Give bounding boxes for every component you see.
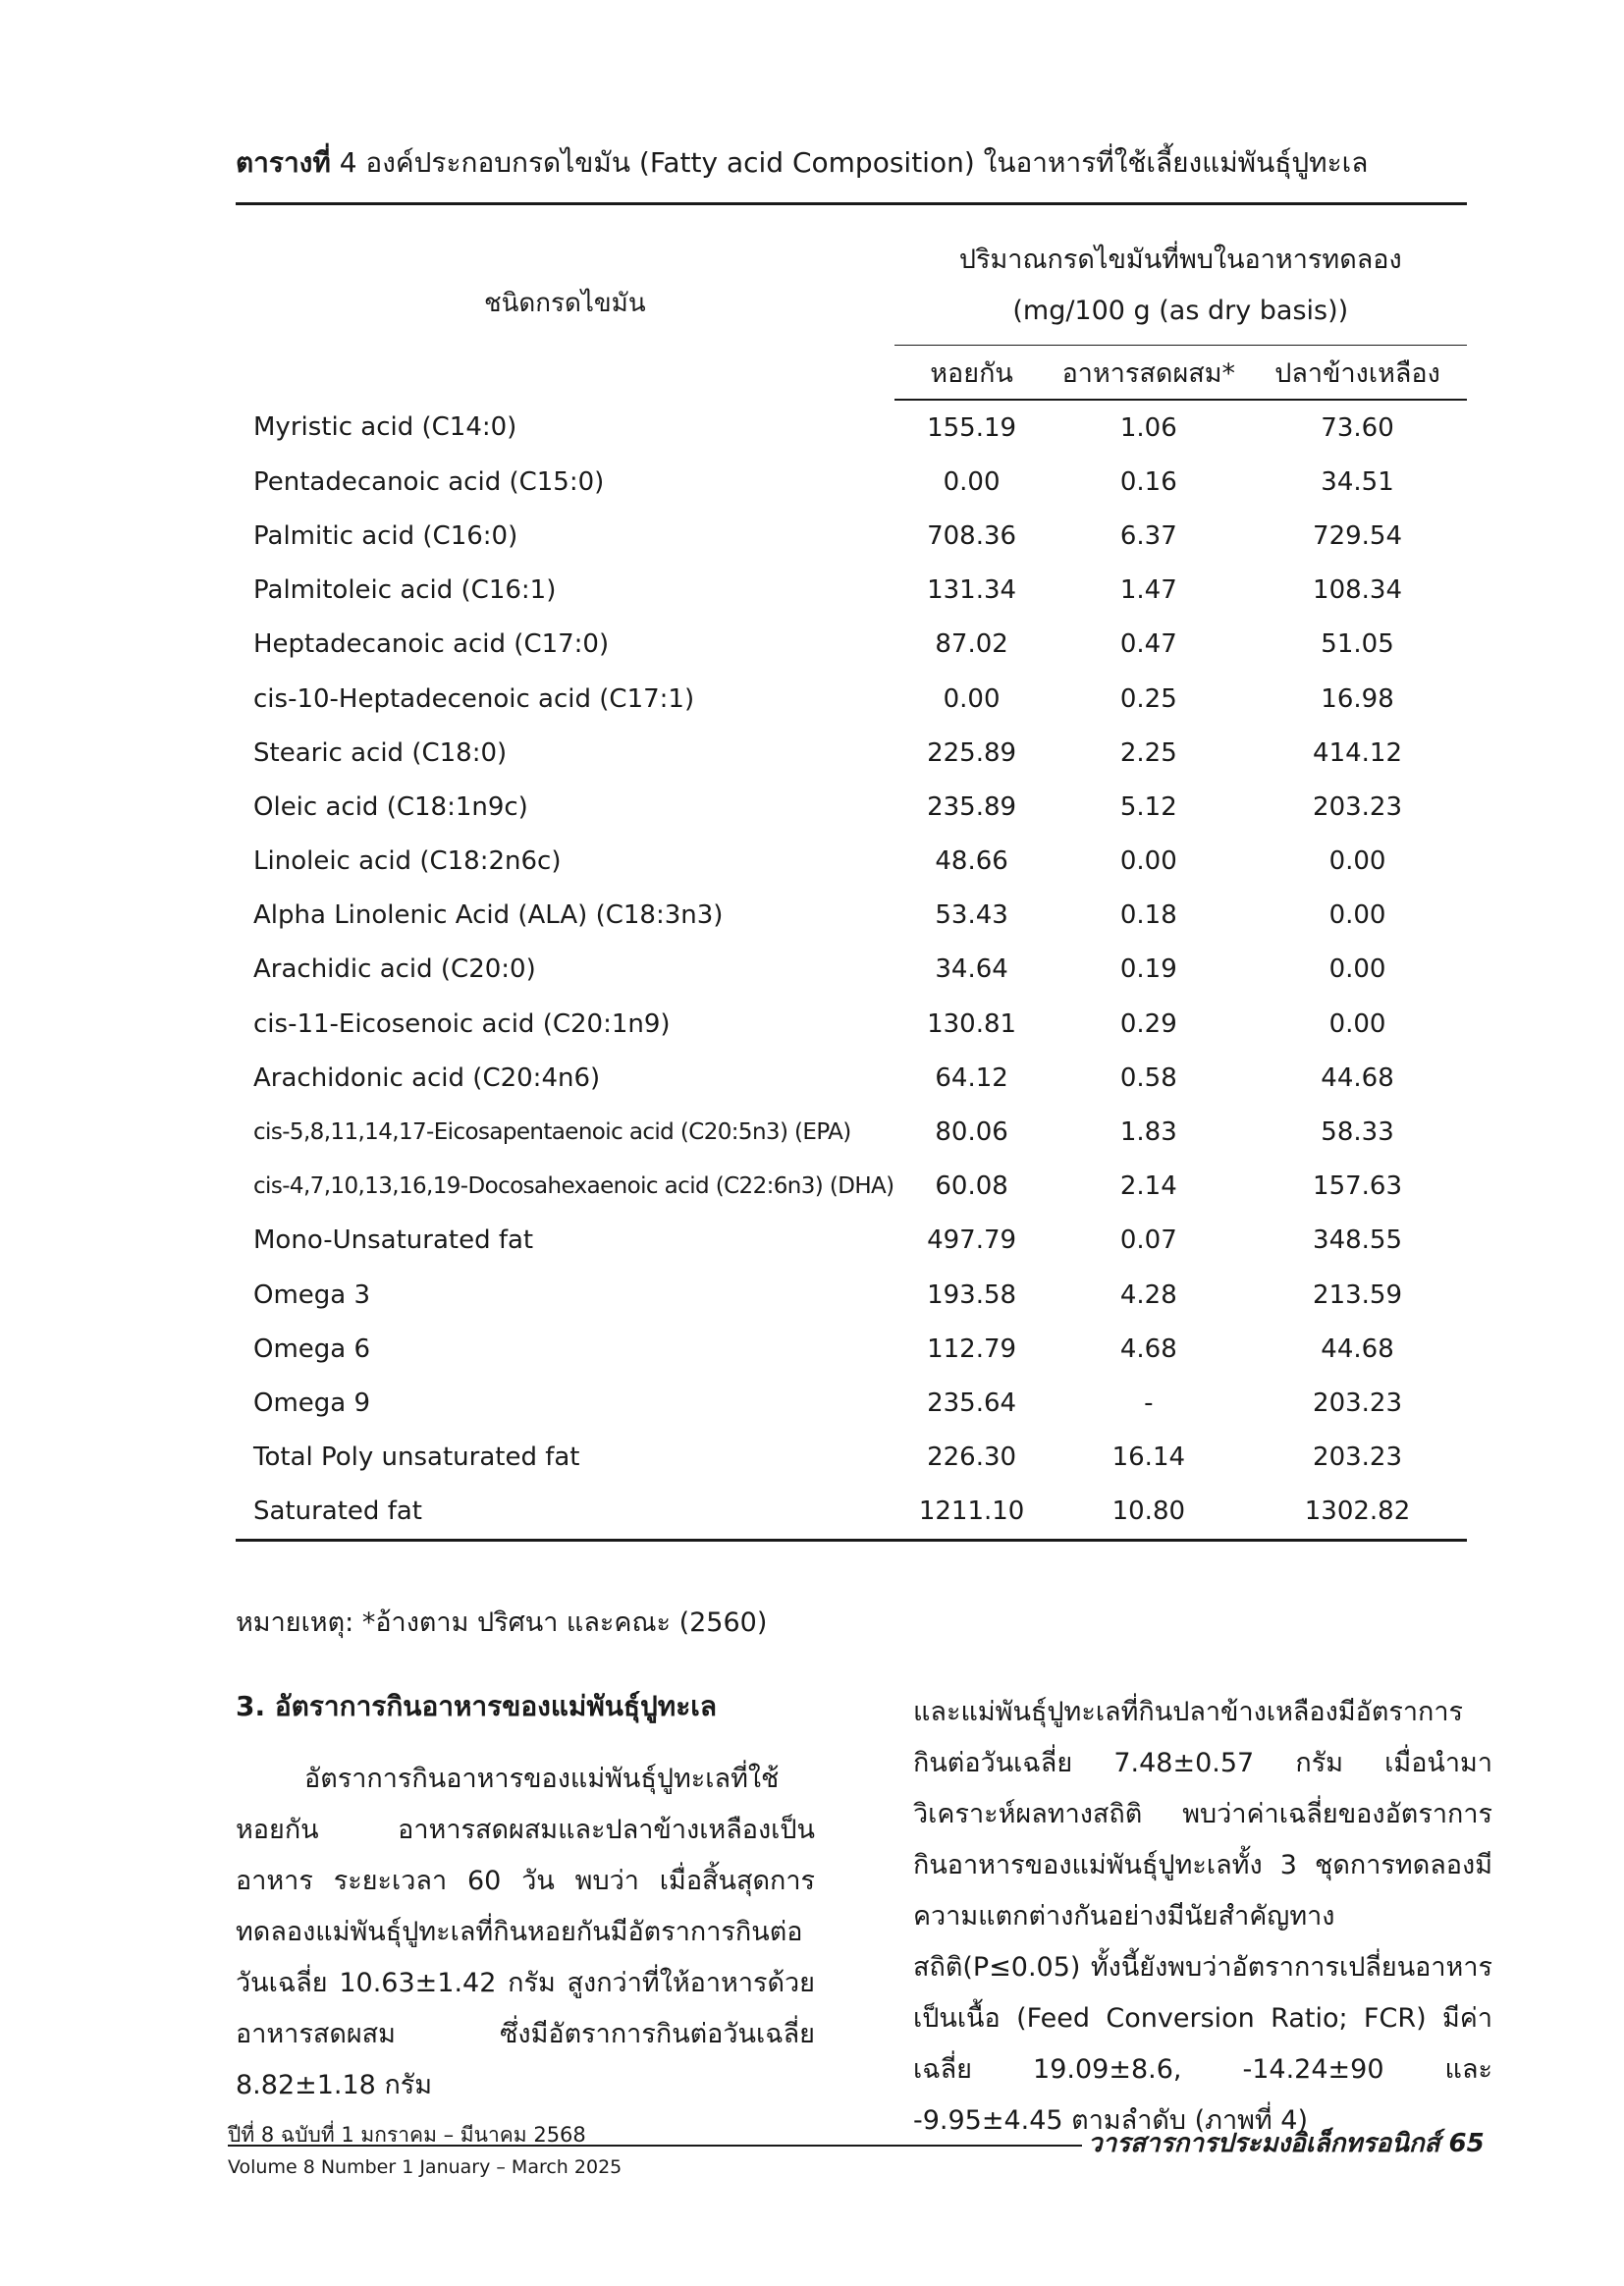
value-hoikan: 497.79 (927, 1225, 1017, 1256)
value-hoikan: 235.89 (927, 791, 1017, 822)
caption-label: ตารางที่ (236, 146, 331, 179)
value-fresh-mixed-feed: 1.47 (1119, 575, 1177, 606)
table-row (236, 889, 1467, 943)
table-row (236, 455, 1467, 509)
value-fresh-mixed-feed: 2.14 (1119, 1171, 1177, 1202)
fatty-acid-name: Heptadecanoic acid (C17:0) (253, 629, 610, 660)
fatty-acid-name: cis-11-Eicosenoic acid (C20:1n9) (253, 1008, 671, 1039)
table-row (236, 1105, 1467, 1159)
value-yellowtail-fish: 348.55 (1313, 1225, 1403, 1256)
value-yellowtail-fish: 16.98 (1321, 683, 1394, 714)
fatty-acid-name: Arachidic acid (C20:0) (253, 954, 536, 985)
value-hoikan: 708.36 (927, 520, 1017, 551)
fatty-acid-name: Oleic acid (C18:1n9c) (253, 791, 528, 822)
value-yellowtail-fish: 0.00 (1328, 846, 1386, 877)
footer-journal-page: วารสารการประมงอิเล็กทรอนิกส์ 65 (1088, 2129, 1485, 2158)
value-yellowtail-fish: 34.51 (1321, 466, 1394, 497)
fatty-acid-name: Myristic acid (C14:0) (253, 412, 517, 443)
value-fresh-mixed-feed: 16.14 (1111, 1442, 1186, 1473)
value-fresh-mixed-feed: 4.68 (1119, 1334, 1177, 1364)
value-hoikan: 53.43 (935, 900, 1008, 931)
value-hoikan: 155.19 (927, 412, 1017, 443)
value-yellowtail-fish: 51.05 (1321, 629, 1394, 660)
group-header-line1: ปริมาณกรดไขมันที่พบในอาหารทดลอง (958, 245, 1402, 275)
fatty-acid-name: Pentadecanoic acid (C15:0) (253, 466, 605, 497)
fatty-acid-name: Palmitoleic acid (C16:1) (253, 575, 557, 606)
fatty-acid-name: Mono-Unsaturated fat (253, 1225, 534, 1256)
value-fresh-mixed-feed: 0.16 (1119, 466, 1177, 497)
table-note: หมายเหตุ: *อ้างตาม ปริศนา และคณะ (2560) (236, 1607, 768, 1638)
right-paragraph: และแม่พันธุ์ปูทะเลที่กินปลาข้างเหลืองมีอัตราการกินต่อวันเฉลี่ย 7.48±0.57 กรัม เมื่อนำมาวิเคราะห์ผลทางสถิติ พบว่าค่าเฉลี่ยของอัตราการกินอาหารของแม่พันธุ์ปูทะเลทั้ง 3 ชุดการทดลองมีความแตกต่างกันอย่างมีนัยสำคัญทางสถิติ(P≤0.05) ทั้งนี้ยังพบว่าอัตราการเปลี่ยนอาหารเป็นเนื้อ (Feed Conversion Ratio; FCR) มีค่าเฉลี่ย 19.09±8.6, -14.24±90 และ -9.95±4.45 ตามลำดับ (ภาพที่ 4) (913, 1697, 1492, 2136)
fatty-acid-name: Alpha Linolenic Acid (ALA) (C18:3n3) (253, 900, 724, 931)
value-fresh-mixed-feed: 4.28 (1119, 1279, 1177, 1310)
value-fresh-mixed-feed: 0.07 (1119, 1225, 1177, 1256)
fatty-acid-name: Total Poly unsaturated fat (253, 1442, 580, 1473)
value-hoikan: 225.89 (927, 737, 1017, 768)
value-yellowtail-fish: 414.12 (1313, 737, 1403, 768)
fatty-acid-name: cis-10-Heptadecenoic acid (C17:1) (253, 683, 695, 714)
fatty-acid-name: cis-4,7,10,13,16,19-Docosahexaenoic acid (C22:6n3) (DHA) (253, 1173, 894, 1200)
value-yellowtail-fish: 108.34 (1313, 575, 1403, 606)
value-yellowtail-fish: 213.59 (1313, 1279, 1403, 1310)
value-fresh-mixed-feed: 0.58 (1119, 1062, 1177, 1093)
value-hoikan: 34.64 (935, 954, 1008, 985)
table-row (236, 1051, 1467, 1105)
table-row (236, 1214, 1467, 1268)
table-row (236, 997, 1467, 1051)
value-fresh-mixed-feed: - (1144, 1388, 1154, 1418)
fatty-acid-name: Omega 6 (253, 1334, 371, 1364)
value-hoikan: 193.58 (927, 1279, 1017, 1310)
table-caption (236, 143, 1453, 183)
value-hoikan: 48.66 (935, 846, 1008, 877)
value-yellowtail-fish: 44.68 (1321, 1334, 1394, 1364)
table-row (236, 835, 1467, 889)
column-header-hoikan: หอยกัน (894, 346, 1050, 401)
right-column (913, 1687, 1492, 2147)
left-paragraph: อัตราการกินอาหารของแม่พันธุ์ปูทะเลที่ใช้หอยกัน อาหารสดผสมและปลาข้างเหลืองเป็นอาหาร ระยะเวลา 60 วัน พบว่า เมื่อสิ้นสุดการทดลองแม่พันธุ์ปูทะเลที่กินหอยกันมีอัตราการกินต่อวันเฉลี่ย 10.63±1.42 กรัม สูงกว่าที่ให้อาหารด้วยอาหารสดผสม ซึ่งมีอัตราการกินต่อวันเฉลี่ย 8.82±1.18 กรัม (236, 1764, 815, 2100)
table-row (236, 1431, 1467, 1485)
fatty-acid-name: Linoleic acid (C18:2n6c) (253, 846, 562, 877)
value-hoikan: 1211.10 (894, 1485, 1050, 1541)
value-fresh-mixed-feed: 0.29 (1119, 1008, 1177, 1039)
value-hoikan: 0.00 (943, 466, 1001, 497)
value-fresh-mixed-feed: 0.47 (1119, 629, 1177, 660)
fatty-acid-name: Arachidonic acid (C20:4n6) (253, 1062, 601, 1093)
table-row (236, 618, 1467, 672)
value-hoikan: 60.08 (935, 1171, 1008, 1202)
value-yellowtail-fish: 0.00 (1328, 1008, 1386, 1039)
value-fresh-mixed-feed: 0.19 (1119, 954, 1177, 985)
value-hoikan: 0.00 (943, 683, 1001, 714)
table-row (236, 1376, 1467, 1430)
value-hoikan: 87.02 (935, 629, 1008, 660)
value-hoikan: 131.34 (927, 575, 1017, 606)
fatty-acid-name: Palmitic acid (C16:0) (253, 520, 518, 551)
group-header-line2: (mg/100 g (as dry basis)) (1012, 296, 1349, 326)
table-row (236, 943, 1467, 997)
column-header-fresh-mixed-feed: อาหารสดผสม* (1050, 346, 1248, 401)
table-row (236, 564, 1467, 618)
value-fresh-mixed-feed: 0.25 (1119, 683, 1177, 714)
fatty-acid-name: Stearic acid (C18:0) (253, 737, 508, 768)
fatty-acid-name: cis-5,8,11,14,17-Eicosapentaenoic acid (C20:5n3) (EPA) (253, 1119, 851, 1146)
column-header-yellowtail-fish: ปลาข้างเหลือง (1248, 346, 1467, 401)
section-heading: 3. อัตราการกินอาหารของแม่พันธุ์ปูทะเล (236, 1690, 718, 1722)
value-fresh-mixed-feed: 6.37 (1119, 520, 1177, 551)
value-yellowtail-fish: 1302.82 (1248, 1485, 1467, 1541)
value-fresh-mixed-feed: 10.80 (1050, 1485, 1248, 1541)
value-yellowtail-fish: 157.63 (1313, 1171, 1403, 1202)
column-header-fatty-acid-type: ชนิดกรดไขมัน (236, 204, 894, 401)
value-hoikan: 130.81 (927, 1008, 1017, 1039)
value-yellowtail-fish: 203.23 (1313, 791, 1403, 822)
value-fresh-mixed-feed: 0.00 (1119, 846, 1177, 877)
table-row (236, 780, 1467, 834)
value-fresh-mixed-feed: 1.06 (1119, 412, 1177, 443)
table-row (236, 726, 1467, 780)
value-hoikan: 64.12 (935, 1062, 1008, 1093)
column-group-header (894, 204, 1467, 346)
fatty-acid-name: Omega 3 (253, 1279, 371, 1310)
value-fresh-mixed-feed: 2.25 (1119, 737, 1177, 768)
value-yellowtail-fish: 729.54 (1313, 520, 1403, 551)
value-hoikan: 235.64 (927, 1388, 1017, 1418)
value-yellowtail-fish: 203.23 (1313, 1388, 1403, 1418)
value-hoikan: 112.79 (927, 1334, 1017, 1364)
table-row (236, 1322, 1467, 1376)
value-yellowtail-fish: 73.60 (1321, 412, 1394, 443)
value-yellowtail-fish: 44.68 (1321, 1062, 1394, 1093)
fatty-acid-name: Saturated fat (236, 1485, 894, 1541)
footer-divider (228, 2145, 1082, 2147)
fatty-acid-name: Omega 9 (253, 1388, 371, 1418)
value-yellowtail-fish: 58.33 (1321, 1117, 1394, 1148)
table-row (236, 1485, 1467, 1541)
table-row (236, 400, 1467, 455)
value-fresh-mixed-feed: 5.12 (1119, 791, 1177, 822)
table-row (236, 1160, 1467, 1214)
footer-issue-thai: ปีที่ 8 ฉบับที่ 1 มกราคม – มีนาคม 2568 (228, 2123, 586, 2147)
table-body (236, 400, 1467, 1540)
fatty-acid-table (236, 202, 1467, 1542)
table-row (236, 672, 1467, 726)
table-row (236, 1268, 1467, 1322)
value-yellowtail-fish: 203.23 (1313, 1442, 1403, 1473)
value-fresh-mixed-feed: 0.18 (1119, 900, 1177, 931)
caption-text: 4 องค์ประกอบกรดไขมัน (Fatty acid Composition) ในอาหารที่ใช้เลี้ยงแม่พันธุ์ปูทะเล (339, 146, 1369, 179)
value-hoikan: 226.30 (927, 1442, 1017, 1473)
table-row (236, 509, 1467, 563)
left-column (236, 1687, 815, 2111)
value-fresh-mixed-feed: 1.83 (1119, 1117, 1177, 1148)
value-hoikan: 80.06 (935, 1117, 1008, 1148)
footer-issue-english: Volume 8 Number 1 January – March 2025 (228, 2156, 623, 2178)
value-yellowtail-fish: 0.00 (1328, 954, 1386, 985)
value-yellowtail-fish: 0.00 (1328, 900, 1386, 931)
